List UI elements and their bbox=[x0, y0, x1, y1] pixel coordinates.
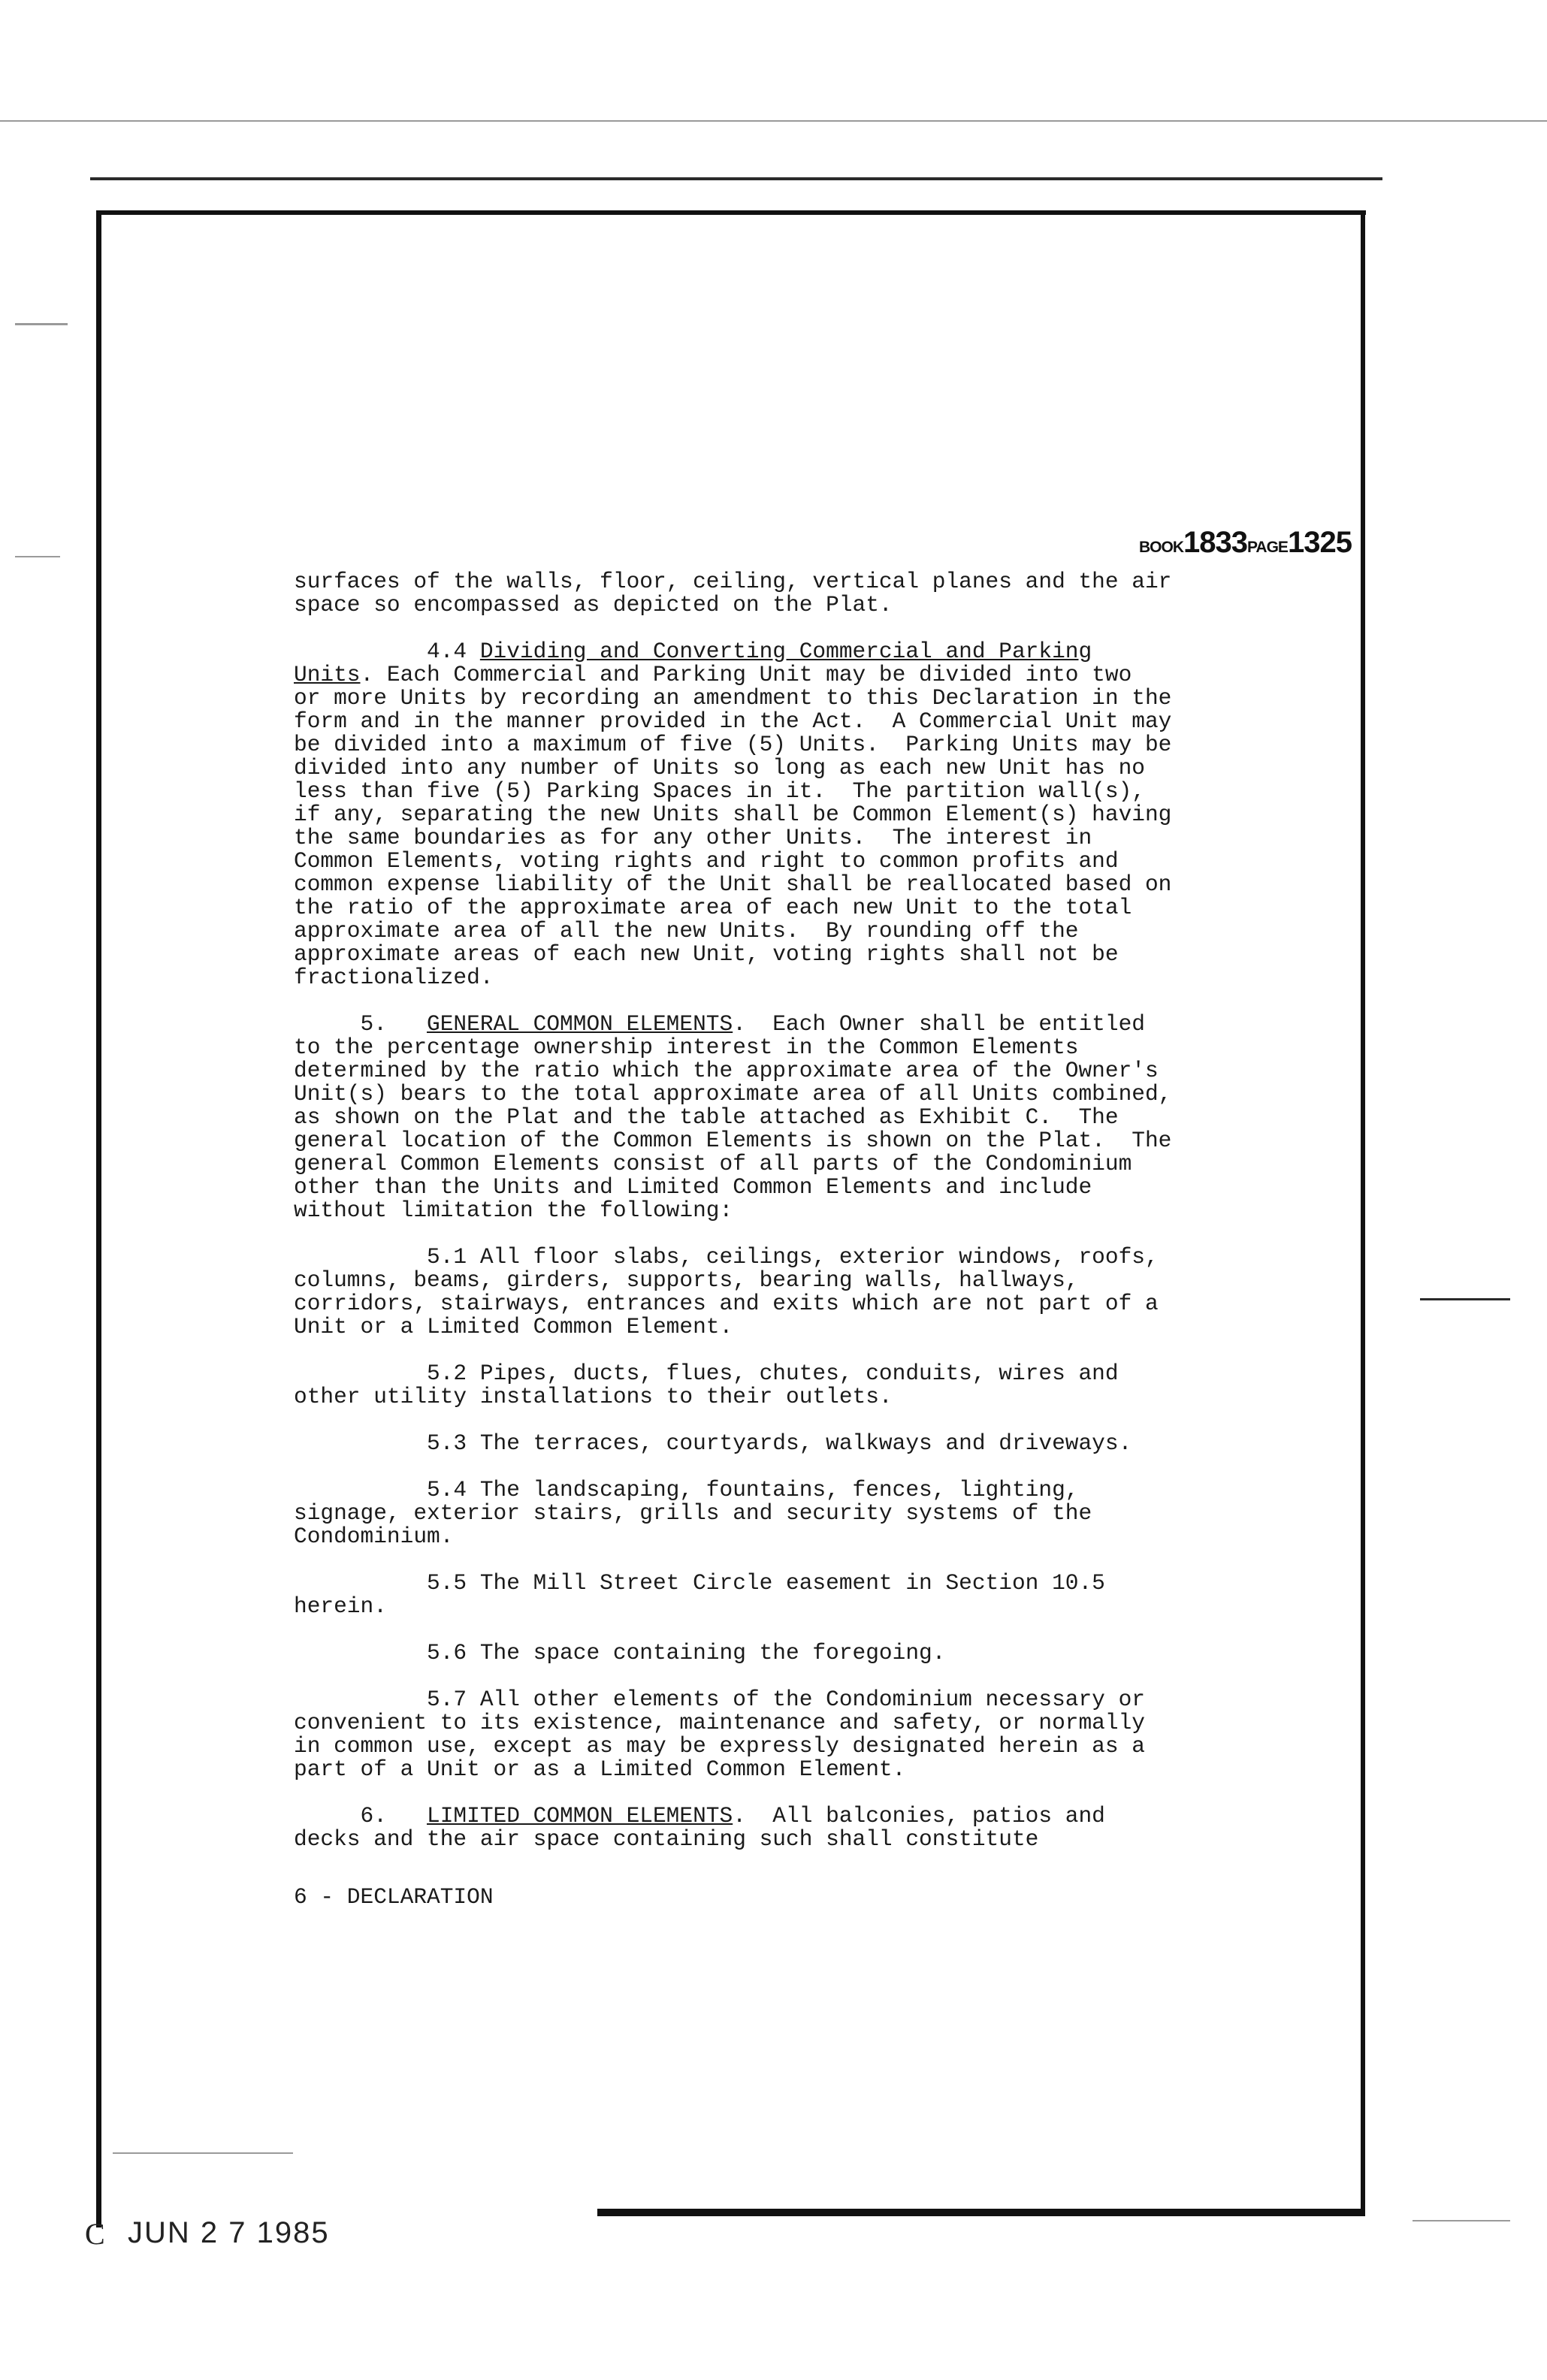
text-line: . Each Commercial and Parking Unit may be divided into two bbox=[360, 662, 1132, 687]
margin-mark bbox=[15, 556, 60, 557]
text-line: the same boundaries as for any other Units. The interest in bbox=[294, 825, 1092, 850]
text-line: Common Elements, voting rights and right to common profits and bbox=[294, 848, 1119, 874]
book-page-reference bbox=[1139, 526, 1364, 563]
book-number: 1833 bbox=[1183, 526, 1247, 559]
text-line: other utility installations to their outlets. bbox=[294, 1384, 893, 1409]
text-line: Unit or a Limited Common Element. bbox=[294, 1314, 733, 1340]
margin-mark bbox=[1420, 1298, 1510, 1300]
text-line: corridors, stairways, entrances and exits which are not part of a bbox=[294, 1291, 1159, 1316]
text-line: approximate area of all the new Units. By rounding off the bbox=[294, 918, 1079, 944]
text-line: approximate areas of each new Unit, voting rights shall not be bbox=[294, 941, 1119, 967]
text-line: . Each Owner shall be entitled bbox=[733, 1011, 1145, 1037]
text-line: The terraces, courtyards, walkways and driveways. bbox=[479, 1430, 1132, 1456]
paragraph-section-5-2 bbox=[294, 1362, 1255, 1409]
text-line: fractionalized. bbox=[294, 965, 494, 990]
text-line: less than five (5) Parking Spaces in it. The partition wall(s), bbox=[294, 778, 1145, 804]
paragraph-section-5-5 bbox=[294, 1572, 1255, 1618]
margin-mark bbox=[15, 323, 68, 325]
scan-top-streak bbox=[90, 177, 1382, 180]
section-number: 5.5 bbox=[427, 1570, 467, 1596]
text-line: in common use, except as may be expressly designated herein as a bbox=[294, 1733, 1145, 1759]
page-frame-right bbox=[1361, 210, 1365, 2216]
text-line: form and in the manner provided in the Act. A Commercial Unit may bbox=[294, 708, 1172, 734]
section-number: 5. bbox=[360, 1011, 387, 1037]
section-heading: Dividing and Converting Commercial and Parking bbox=[479, 639, 1092, 664]
section-number: 5.7 bbox=[427, 1687, 467, 1712]
text-line: The space containing the foregoing. bbox=[479, 1640, 946, 1666]
text-line: if any, separating the new Units shall be Common Element(s) having bbox=[294, 802, 1172, 827]
text-line: The Mill Street Circle easement in Section 10.5 bbox=[479, 1570, 1105, 1596]
section-heading: Units bbox=[294, 662, 361, 687]
text-line: herein. bbox=[294, 1593, 387, 1619]
text-line: . All balconies, patios and bbox=[733, 1803, 1105, 1829]
text-line: The landscaping, fountains, fences, lighting, bbox=[479, 1477, 1079, 1503]
section-number: 5.4 bbox=[427, 1477, 467, 1503]
text-line: convenient to its existence, maintenance and safety, or normally bbox=[294, 1710, 1145, 1735]
paragraph-section-5-1 bbox=[294, 1246, 1255, 1339]
paragraph-section-5-4 bbox=[294, 1478, 1255, 1548]
paragraph-continuation bbox=[294, 570, 1255, 617]
text-line: or more Units by recording an amendment to this Declaration in the bbox=[294, 685, 1172, 711]
text-line: columns, beams, girders, supports, bearing walls, hallways, bbox=[294, 1267, 1079, 1293]
section-number: 5.6 bbox=[427, 1640, 467, 1666]
book-label: BOOK bbox=[1139, 539, 1183, 556]
section-number: 4.4 bbox=[427, 639, 467, 664]
text-line: common expense liability of the Unit shall be reallocated based on bbox=[294, 871, 1172, 897]
text-line: without limitation the following: bbox=[294, 1198, 733, 1223]
section-heading: GENERAL COMMON ELEMENTS bbox=[427, 1011, 733, 1037]
text-line: Condominium. bbox=[294, 1524, 454, 1549]
section-number: 6. bbox=[360, 1803, 387, 1829]
text-line: divided into any number of Units so long as each new Unit has no bbox=[294, 755, 1145, 781]
paragraph-section-4-4 bbox=[294, 640, 1255, 989]
section-heading: LIMITED COMMON ELEMENTS bbox=[427, 1803, 733, 1829]
text-line: decks and the air space containing such shall constitute bbox=[294, 1826, 1039, 1852]
paragraph-section-5-3 bbox=[294, 1432, 1255, 1455]
stamp-mark: C bbox=[85, 2217, 105, 2251]
page-frame-left bbox=[96, 210, 101, 2227]
text-line: as shown on the Plat and the table attached as Exhibit C. The bbox=[294, 1104, 1119, 1130]
document-body bbox=[294, 570, 1255, 1874]
text-line: be divided into a maximum of five (5) Units. Parking Units may be bbox=[294, 732, 1172, 757]
text-line: All floor slabs, ceilings, exterior windows, roofs, bbox=[479, 1244, 1159, 1270]
page-frame-bottom bbox=[597, 2209, 1365, 2216]
text-line: to the percentage ownership interest in the Common Elements bbox=[294, 1034, 1079, 1060]
page-number: 1325 bbox=[1287, 526, 1352, 559]
section-number: 5.1 bbox=[427, 1244, 467, 1270]
page-label: PAGE bbox=[1246, 539, 1288, 556]
text-line: All other elements of the Condominium necessary or bbox=[479, 1687, 1145, 1712]
paragraph-section-5-7 bbox=[294, 1688, 1255, 1781]
text-line: Unit(s) bears to the total approximate area of all Units combined, bbox=[294, 1081, 1172, 1107]
text-line: other than the Units and Limited Common Elements and include bbox=[294, 1174, 1092, 1200]
page-footer-label: 6 - DECLARATION bbox=[294, 1884, 494, 1910]
text-line: general location of the Common Elements is shown on the Plat. The bbox=[294, 1128, 1172, 1153]
section-number: 5.2 bbox=[427, 1361, 467, 1386]
text-line: the ratio of the approximate area of each new Unit to the total bbox=[294, 895, 1132, 920]
scan-smudge-line bbox=[113, 2152, 293, 2154]
recording-date-stamp: JUN 2 7 1985 bbox=[128, 2216, 330, 2249]
margin-mark bbox=[1413, 2220, 1510, 2221]
text-line: Pipes, ducts, flues, chutes, conduits, wires and bbox=[479, 1361, 1119, 1386]
paragraph-section-6 bbox=[294, 1805, 1255, 1851]
page-frame-top bbox=[96, 210, 1366, 215]
text-line: space so encompassed as depicted on the Plat. bbox=[294, 592, 893, 618]
scan-edge-line bbox=[0, 120, 1547, 122]
text-line: part of a Unit or as a Limited Common Element. bbox=[294, 1756, 906, 1782]
text-line: determined by the ratio which the approximate area of the Owner's bbox=[294, 1058, 1159, 1083]
paragraph-section-5-6 bbox=[294, 1642, 1255, 1665]
paragraph-section-5 bbox=[294, 1013, 1255, 1222]
text-line: signage, exterior stairs, grills and security systems of the bbox=[294, 1500, 1092, 1526]
text-line: surfaces of the walls, floor, ceiling, vertical planes and the air bbox=[294, 569, 1172, 594]
section-number: 5.3 bbox=[427, 1430, 467, 1456]
text-line: general Common Elements consist of all parts of the Condominium bbox=[294, 1151, 1132, 1176]
